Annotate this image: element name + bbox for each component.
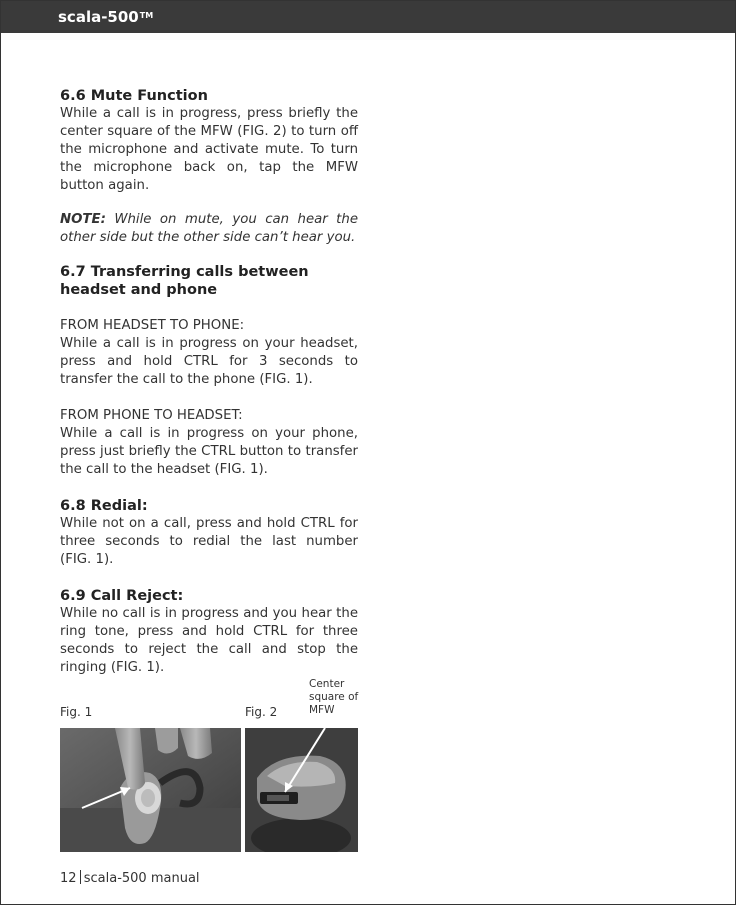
fig2-callout	[309, 678, 358, 717]
transfer-sub2-text: While a call is in progress on your phone, press just briefly the CTRL button to transfer the call to the headset (FIG. 1).	[60, 426, 358, 477]
content-column	[60, 87, 358, 677]
note-label: NOTE:	[60, 212, 106, 227]
header-title	[58, 8, 153, 26]
page-footer	[60, 870, 200, 886]
section-reject-text: While no call is in progress and you hear the ring tone, press and hold CTRL for three seconds to reject the call and stop the ringing (FIG. 1).	[60, 606, 358, 675]
transfer-sub2-heading: FROM PHONE TO HEADSET:	[60, 408, 243, 423]
callout-line-2: square of	[309, 691, 359, 703]
section-mute-heading: 6.6 Mute Function	[60, 88, 208, 104]
transfer-sub1-text: While a call is in progress on your headset, press and hold CTRL for 3 seconds to transfer the call to the phone (FIG. 1).	[60, 336, 358, 387]
note-text: While on mute, you can hear the other side but the other side can’t hear you.	[60, 212, 358, 245]
header-title-text: scala-500	[58, 8, 139, 26]
fig2-illustration	[245, 728, 358, 852]
fig2-label: Fig. 2	[245, 705, 278, 719]
section-reject-heading: 6.9 Call Reject:	[60, 588, 184, 604]
page-number: 12	[60, 871, 77, 886]
fig1-photo	[60, 728, 241, 852]
section-redial-heading: 6.8 Redial:	[60, 498, 148, 514]
trademark-mark: TM	[139, 11, 154, 20]
header-bar	[1, 1, 735, 33]
section-mute-text: While a call is in progress, press briefly the center square of the MFW (FIG. 2) to turn off the microphone and activate mute. To turn the microphone back on, tap the MFW button again.	[60, 106, 358, 193]
footer-separator	[80, 870, 81, 884]
callout-line-1: Center	[309, 678, 345, 690]
section-transfer-heading: 6.7 Transferring calls between headset and phone	[60, 264, 309, 298]
section-redial-text: While not on a call, press and hold CTRL for three seconds to redial the last number (FIG. 1).	[60, 516, 358, 567]
fig2-photo	[245, 728, 358, 852]
manual-name: scala-500 manual	[83, 871, 200, 886]
mute-note	[60, 211, 358, 247]
transfer-sub1-heading: FROM HEADSET TO PHONE:	[60, 318, 245, 333]
fig1-label: Fig. 1	[60, 705, 93, 719]
callout-line-3: MFW	[309, 704, 335, 716]
fig1-illustration	[60, 728, 241, 852]
